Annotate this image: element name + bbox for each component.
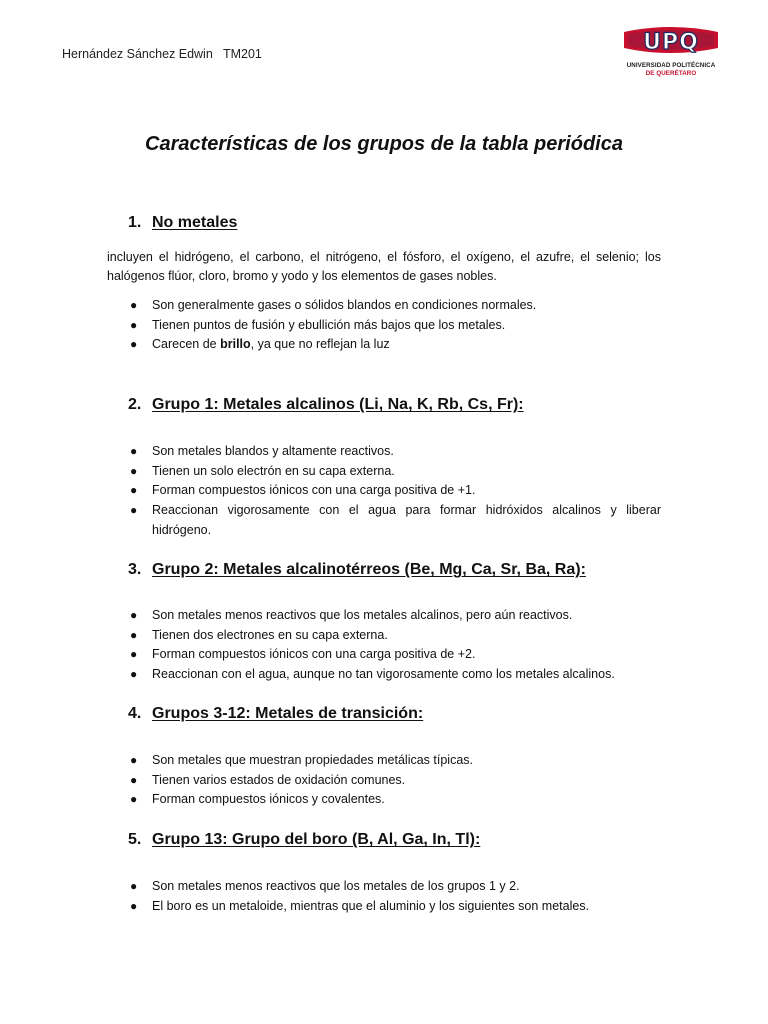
bullet-list-1 [128, 296, 661, 355]
bullet-list-2 [128, 442, 661, 541]
bullet-icon: ● [130, 667, 138, 682]
list-item: ● Forman compuestos iónicos con una carga positiva de +2. [128, 645, 661, 665]
logo-line-2: DE QUERÉTARO [645, 70, 697, 77]
bullet-list-3 [128, 606, 661, 685]
bullet-icon: ● [130, 627, 138, 642]
bullet-icon: ● [130, 772, 138, 787]
bullet-icon: ● [130, 753, 138, 767]
section-title: Grupo 1: Metales alcalinos (Li, Na, K, Rb, Cs, Fr): [152, 396, 524, 413]
section-title: Grupo 13: Grupo del boro (B, Al, Ga, In, Tl): [152, 831, 481, 848]
bullet-list-4 [128, 751, 661, 810]
upq-logo-mark [622, 26, 720, 60]
author-header: Hernández Sánchez Edwin TM201 [62, 47, 262, 61]
bullet-icon: ● [130, 483, 138, 498]
list-item: ● Son metales que muestran propiedades metálicas típicas. [128, 751, 661, 771]
list-item: ● Forman compuestos iónicos y covalentes. [128, 790, 661, 810]
bullet-icon: ● [130, 647, 138, 662]
section-number: 4. [128, 705, 142, 722]
section-title: Grupos 3-12: Metales de transición: [152, 705, 424, 722]
list-item: ● Tienen un solo electrón en su capa externa. [128, 462, 661, 482]
list-item: ● Son metales menos reactivos que los metales alcalinos, pero aún reactivos. [128, 606, 661, 626]
bullet-icon: ● [130, 337, 138, 352]
section-heading-2 [128, 396, 524, 414]
section-intro: incluyen el hidrógeno, el carbono, el nitrógeno, el fósforo, el oxígeno, el azufre, el selenio; los halógenos flúor, cloro, bromo y yodo y los elementos de gases nobles. [107, 250, 661, 283]
list-item: ● El boro es un metaloide, mientras que el aluminio y los siguientes son metales. [128, 897, 661, 917]
list-item: ● Reaccionan vigorosamente con el agua para formar hidróxidos alcalinos y liberar hidrógeno. [130, 503, 661, 537]
bullet-icon: ● [130, 792, 138, 807]
bullet-icon: ● [130, 608, 138, 622]
list-item: ● Tienen puntos de fusión y ebullición más bajos que los metales. [128, 316, 661, 336]
logo-line-1: UNIVERSIDAD POLITÉCNICA [626, 62, 716, 69]
list-item: ● Forman compuestos iónicos con una carga positiva de +1. [128, 481, 661, 501]
bullet-icon: ● [130, 898, 138, 913]
section-number: 3. [128, 561, 142, 578]
list-item: ● Son metales blandos y altamente reactivos. [128, 442, 661, 462]
section-heading-4 [128, 705, 423, 723]
section-title: No metales [152, 214, 238, 231]
list-item: ● Son metales menos reactivos que los metales de los grupos 1 y 2. [128, 877, 661, 897]
list-item: ● Reaccionan con el agua, aunque no tan vigorosamente como los metales alcalinos. [128, 665, 661, 685]
bullet-icon: ● [130, 503, 138, 518]
svg-text:UPQ: UPQ [643, 30, 699, 55]
section-heading-1 [128, 214, 237, 232]
bullet-icon: ● [130, 317, 138, 332]
university-logo [622, 26, 720, 82]
section-number: 5. [128, 831, 142, 848]
bullet-list-5 [128, 877, 661, 916]
bullet-icon: ● [130, 298, 138, 312]
section-number: 2. [128, 396, 142, 413]
bullet-icon: ● [130, 463, 138, 478]
section-number: 1. [128, 214, 142, 231]
list-item: ● Tienen varios estados de oxidación comunes. [128, 771, 661, 791]
list-item: ● Carecen de brillo, ya que no reflejan la luz [128, 335, 661, 355]
bullet-icon: ● [130, 444, 138, 458]
section-heading-5 [128, 831, 480, 849]
document-title: Características de los grupos de la tabla periódica [145, 133, 623, 155]
list-item: ● Son generalmente gases o sólidos blandos en condiciones normales. [128, 296, 661, 316]
bold-term: brillo [220, 337, 251, 352]
bullet-icon: ● [130, 879, 138, 893]
section-title: Grupo 2: Metales alcalinotérreos (Be, Mg, Ca, Sr, Ba, Ra): [152, 561, 586, 578]
list-item: ● Tienen dos electrones en su capa externa. [128, 626, 661, 646]
section-heading-3 [128, 561, 586, 579]
